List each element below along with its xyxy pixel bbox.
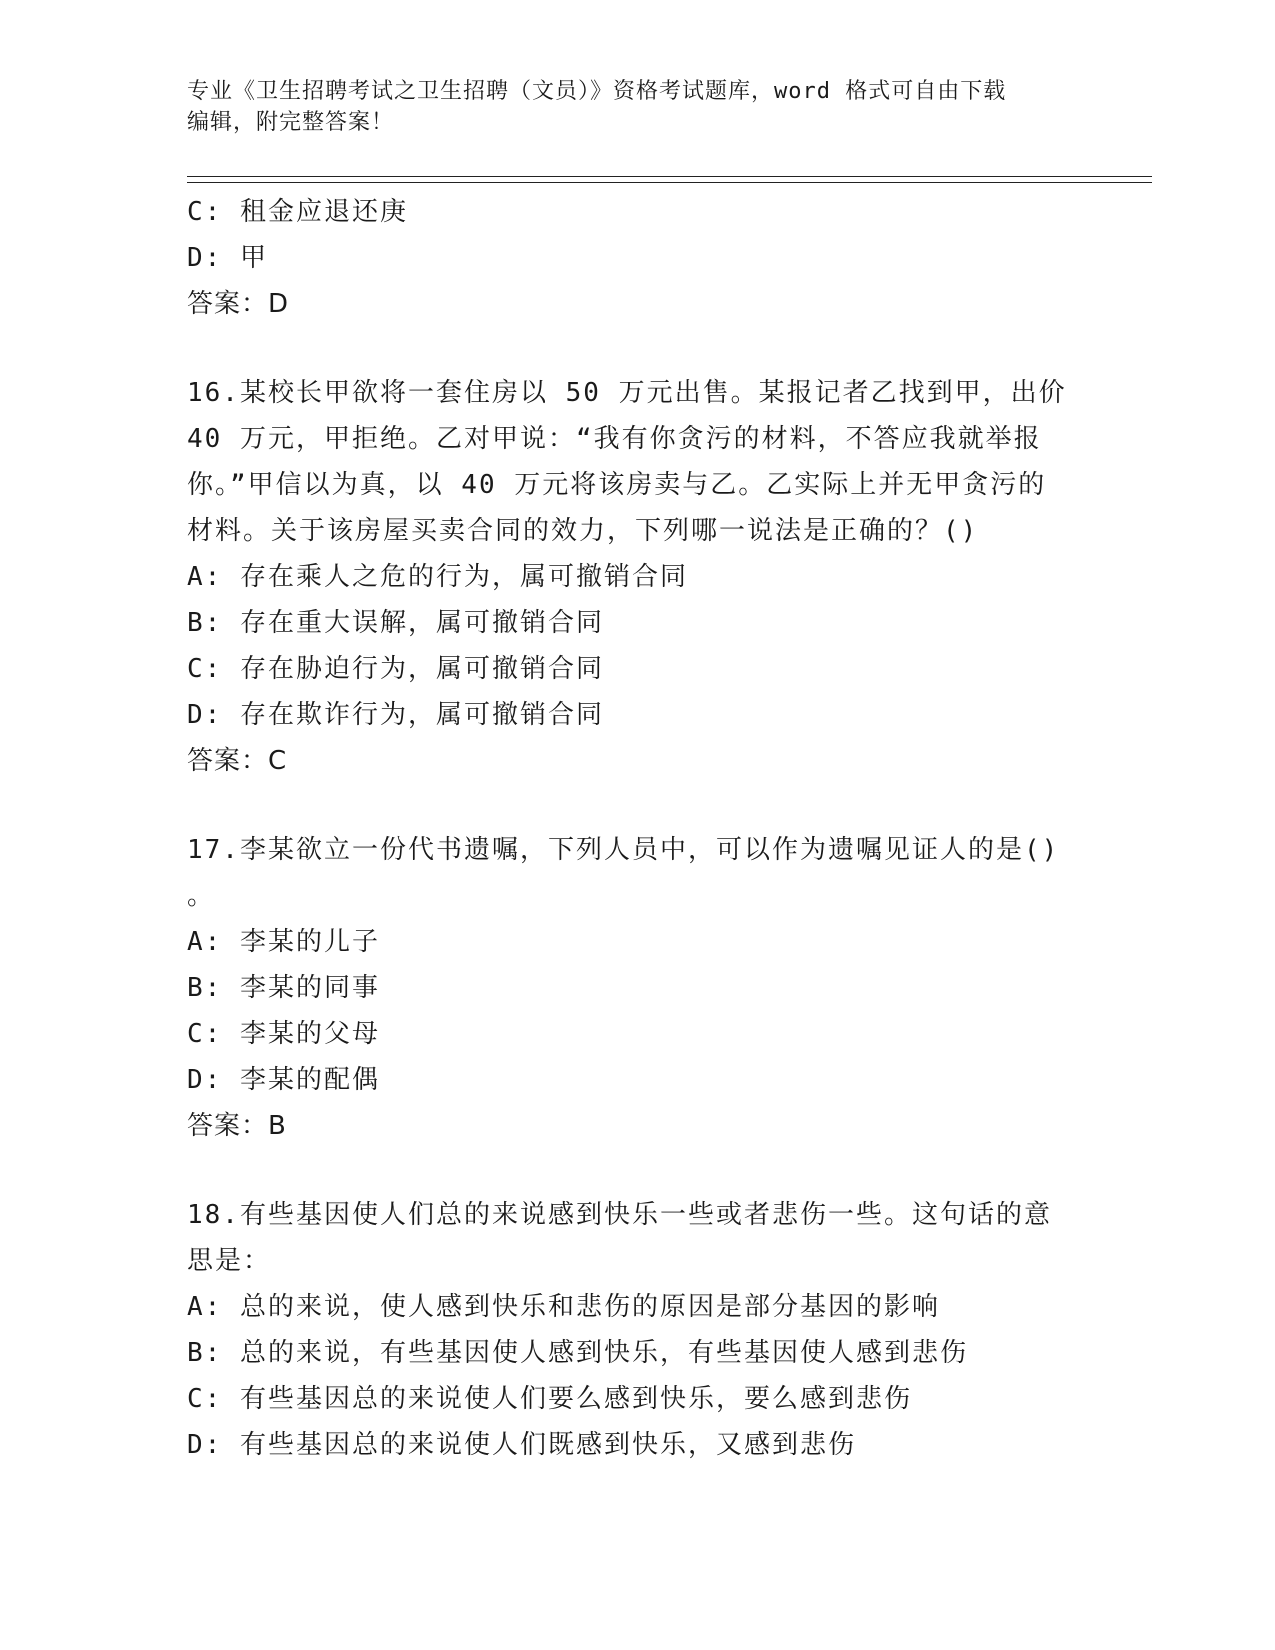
option-d: D: 甲 <box>187 243 268 273</box>
question-16 <box>187 370 1087 784</box>
question-text-line: 。 <box>187 881 216 911</box>
question-text-line: 你。”甲信以为真，以 40 万元将该房卖与乙。乙实际上并无甲贪污的 <box>187 470 1047 500</box>
header-line-1: 专业《卫生招聘考试之卫生招聘（文员）》资格考试题库，word 格式可自由下载 <box>187 79 1007 104</box>
option-a: A: 总的来说，使人感到快乐和悲伤的原因是部分基因的影响 <box>187 1292 940 1322</box>
question-text-line: 40 万元，甲拒绝。乙对甲说：“我有你贪污的材料，不答应我就举报 <box>187 424 1042 454</box>
option-d: D: 存在欺诈行为，属可撤销合同 <box>187 700 604 730</box>
question-17 <box>187 827 1087 1149</box>
option-d: D: 李某的配偶 <box>187 1065 380 1095</box>
answer-line: 答案：B <box>187 1111 287 1141</box>
option-b: B: 存在重大误解，属可撤销合同 <box>187 608 604 638</box>
option-b: B: 李某的同事 <box>187 973 380 1003</box>
header-rule-bottom <box>187 182 1152 183</box>
option-c: C: 李某的父母 <box>187 1019 380 1049</box>
header-rule-top <box>187 176 1152 177</box>
document-header <box>187 76 1087 138</box>
header-line-2: 编辑，附完整答案！ <box>187 110 395 135</box>
option-c: C: 有些基因总的来说使人们要么感到快乐，要么感到悲伤 <box>187 1384 912 1414</box>
question-18 <box>187 1192 1087 1468</box>
document-body <box>187 189 1087 1468</box>
option-a: A: 李某的儿子 <box>187 927 380 957</box>
question-text-line: 18.有些基因使人们总的来说感到快乐一些或者悲伤一些。这句话的意 <box>187 1200 1052 1230</box>
option-a: A: 存在乘人之危的行为，属可撤销合同 <box>187 562 688 592</box>
option-d: D: 有些基因总的来说使人们既感到快乐，又感到悲伤 <box>187 1430 856 1460</box>
answer-line: 答案：D <box>187 289 290 319</box>
previous-question-tail <box>187 189 1087 327</box>
question-text-line: 思是： <box>187 1246 272 1276</box>
answer-line: 答案：C <box>187 746 288 776</box>
question-text-line: 材料。关于该房屋买卖合同的效力，下列哪一说法是正确的？() <box>187 516 979 546</box>
question-text-line: 16.某校长甲欲将一套住房以 50 万元出售。某报记者乙找到甲，出价 <box>187 378 1067 408</box>
option-c: C: 租金应退还庚 <box>187 197 408 227</box>
question-text-line: 17.李某欲立一份代书遗嘱，下列人员中，可以作为遗嘱见证人的是() <box>187 835 1060 865</box>
option-c: C: 存在胁迫行为，属可撤销合同 <box>187 654 604 684</box>
option-b: B: 总的来说，有些基因使人感到快乐，有些基因使人感到悲伤 <box>187 1338 968 1368</box>
